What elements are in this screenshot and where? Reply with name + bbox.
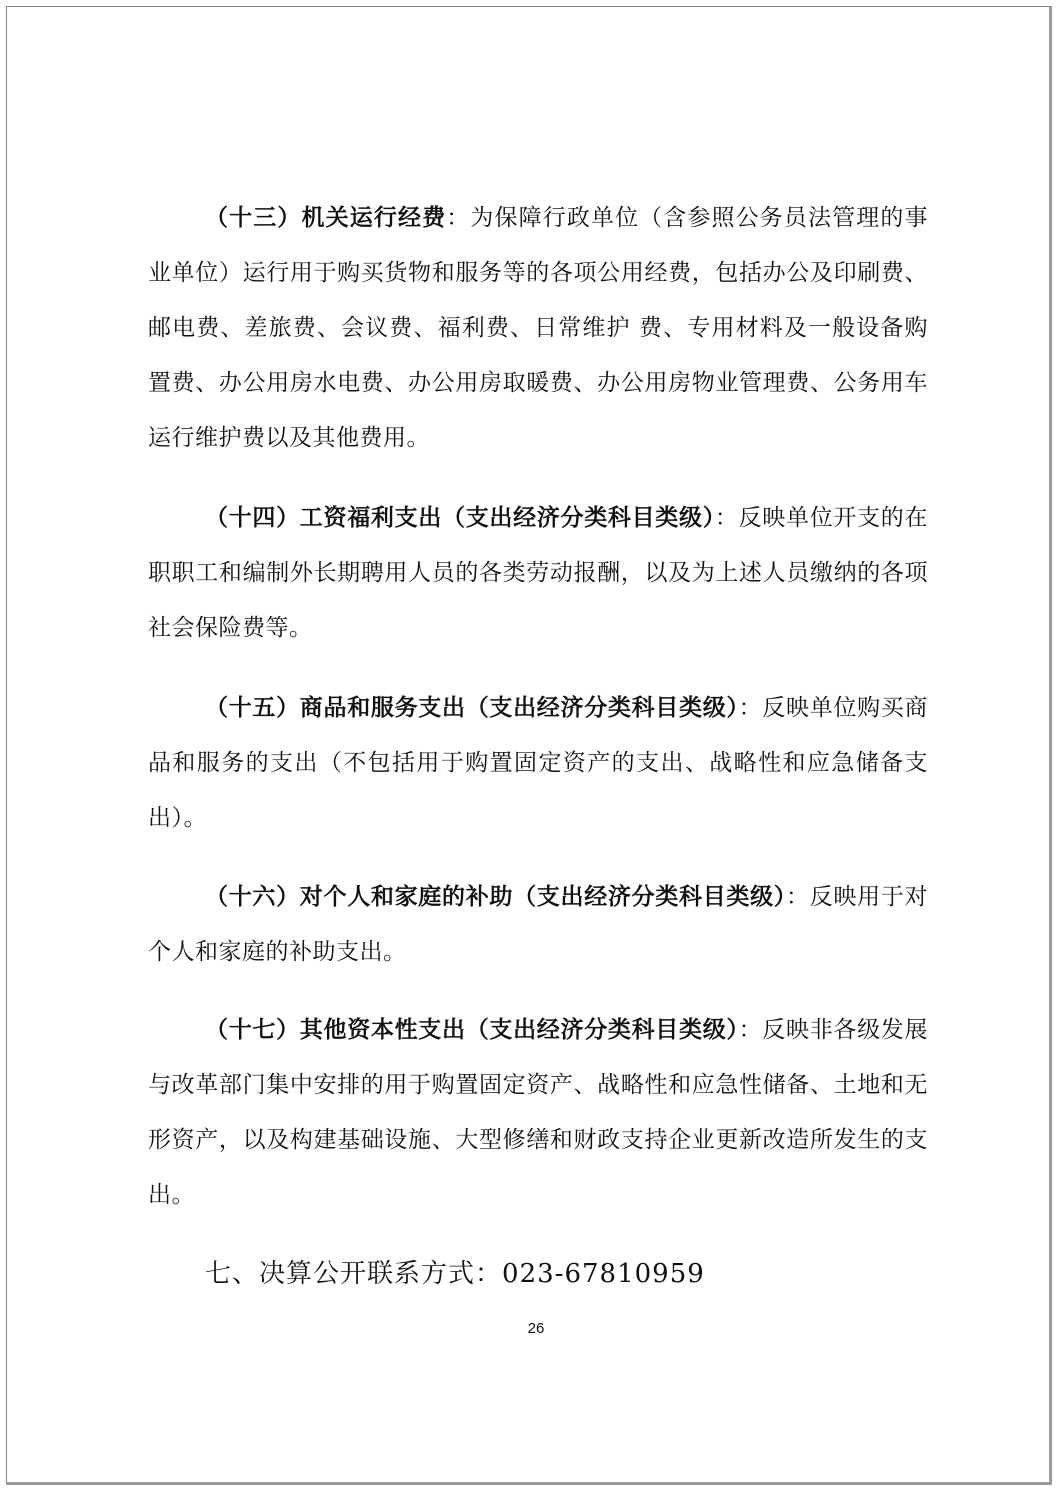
section-16-heading: （十六）对个人和家庭的补助（支出经济分类科目类级） [205,884,786,910]
section-14-heading: （十四）工资福利支出（支出经济分类科目类级） [205,505,715,531]
section-13-paragraph [148,191,928,466]
section-15-heading: （十五）商品和服务支出（支出经济分类科目类级） [205,695,739,721]
section-15-paragraph [148,681,928,846]
section-15-text: ：反映单位购买商品和服务的支出（不包括用于购置固定资产的支出、战略性和应急储备支出）。 [148,695,929,831]
contact-colon: ： [475,1259,503,1289]
section-17-paragraph [148,1003,928,1223]
section-17-text: ：反映非各级发展与改革部门集中安排的用于购置固定资产、战略性和应急性储备、土地和无形资产，以及构建基础设施、大型修缮和财政支持企业更新改造所发生的支出。 [148,1017,929,1208]
contact-line [205,1252,705,1296]
section-16-paragraph [148,870,928,980]
section-13-heading: （十三）机关运行经费 [205,205,447,231]
page-number: 26 [527,1320,545,1337]
section-16-text: ：反映用于对个人和家庭的补助支出。 [148,884,929,965]
section-17-heading: （十七）其他资本性支出（支出经济分类科目类级） [205,1017,739,1043]
section-13-text: ：为保障行政单位（含参照公务员法管理的事业单位）运行用于购买货物和服务等的各项公用经费，包括办公及印刷费、邮电费、差旅费、会议费、福利费、日常维护 费、专用材料及一般设备购置费、办公用房水电费、办公用房取暖费、办公用房物业管理费、公务用车运行维护费以及其他费用。 [148,205,929,451]
contact-heading: 七、决算公开联系方式 [205,1259,476,1289]
section-14-text: ：反映单位开支的在职职工和编制外长期聘用人员的各类劳动报酬，以及为上述人员缴纳的各项社会保险费等。 [148,505,929,641]
section-14-paragraph [148,491,928,656]
contact-phone: 023-67810959 [502,1259,705,1289]
